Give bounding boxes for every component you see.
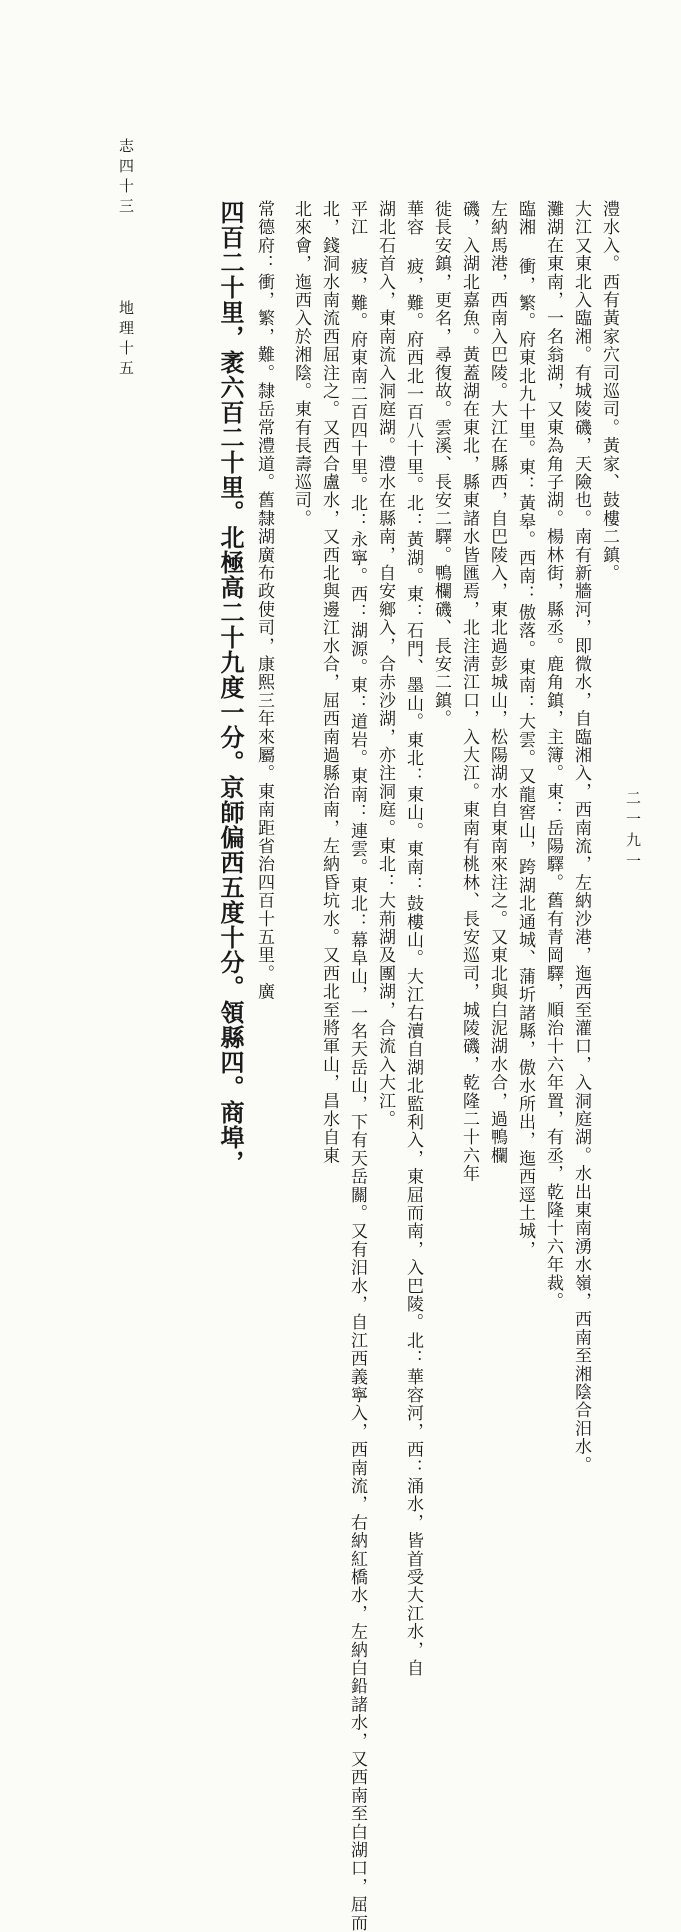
- text-column-6: 磯，入湖北嘉魚。黃蓋湖在東北，縣東諸水皆匯焉，北注淸江口，入大江。東南有桃林、長安巡司，城陵磯，乾隆二十六年: [459, 200, 479, 1183]
- text-column-8: 華容 疲，難。府西北一百八十里。北：黃湖。東：石門、墨山。東北：東山。東南：鼓樓山。大江右瀆自湖北監利入，東屈而南，入巴陵。北：華容河，西：涌水，皆首受大江水，自: [403, 200, 423, 1678]
- text-column-2: 大江又東北入臨湘。有城陵磯，天險也。南有新牆河，即微水，自臨湘入，西南流，左納沙港，迤西至灌口，入洞庭湖。水出東南湧水嶺，西南至湘陰合汨水。: [571, 200, 591, 1474]
- running-header-section: 地理十五: [117, 300, 135, 380]
- text-column-13: 常德府：衝，繁，難。隸岳常澧道。舊隸湖廣布政使司，康熙三年來屬。東南距省治四百十五里。廣: [254, 200, 274, 1001]
- text-column-5: 左納馬港，西南入巴陵。大江在縣西，自巴陵入，東北過彭城山，松陽湖水自東南來注之。又東北與白泥湖水合，過鴨欄: [487, 200, 507, 1165]
- running-header-volume: 志四十三: [117, 138, 135, 218]
- text-column-4: 臨湘 衝，繁。府東北九十里。東：黃皋。西南：傲落。東南：大雲。又龍窖山，跨湖北通城、蒲圻諸縣，傲水所出，迤西逕土城，: [515, 200, 535, 1259]
- text-column-3: 灘湖在東南，一名翁湖，又東為角子湖。楊林街，縣丞。鹿角鎮，主簿。東：岳陽驛。舊有青岡驛，順治十六年置，有丞，乾隆十六年裁。: [543, 200, 563, 1311]
- text-column-1: 澧水入。西有黃家穴司巡司。黃家、鼓樓二鎮。: [599, 200, 619, 583]
- text-column-9: 湖北石首入，東南流入洞庭湖。澧水在縣南，自安鄉入，合赤沙湖，亦注洞庭。東北：大荊湖及團湖，合流入大江。: [375, 200, 395, 1129]
- page-number: 二一九一: [624, 790, 642, 874]
- text-column-7: 徙長安鎮，更名，尋復故。雲溪、長安二驛。鴨欄磯、長安二鎮。: [431, 200, 451, 728]
- text-column-12: 北來會，迤西入於湘陰。東有長壽巡司。: [291, 200, 311, 528]
- text-column-11: 北，錢洞水南流西屈注之。又西合盧水，又西北與邊江水合，屈西南過縣治南，左納昏坑水。又西北至將軍山，昌水自東: [319, 200, 339, 1165]
- text-column-10: 平江 疲，難。府東南二百四十里。北：永寧。西：湖源。東：道岩。東南：連雲。東北：幕阜山，一名天岳山，下有天岳關。又有汨水，自江西義寧入，西南流，右納紅橋水，左納白鉛諸水，又西南至白湖口，屈而: [347, 200, 367, 1932]
- text-column-14: 四百二十里，袤六百二十里。北極高二十九度一分。京師偏西五度十分。領縣四。商埠，: [216, 200, 245, 1175]
